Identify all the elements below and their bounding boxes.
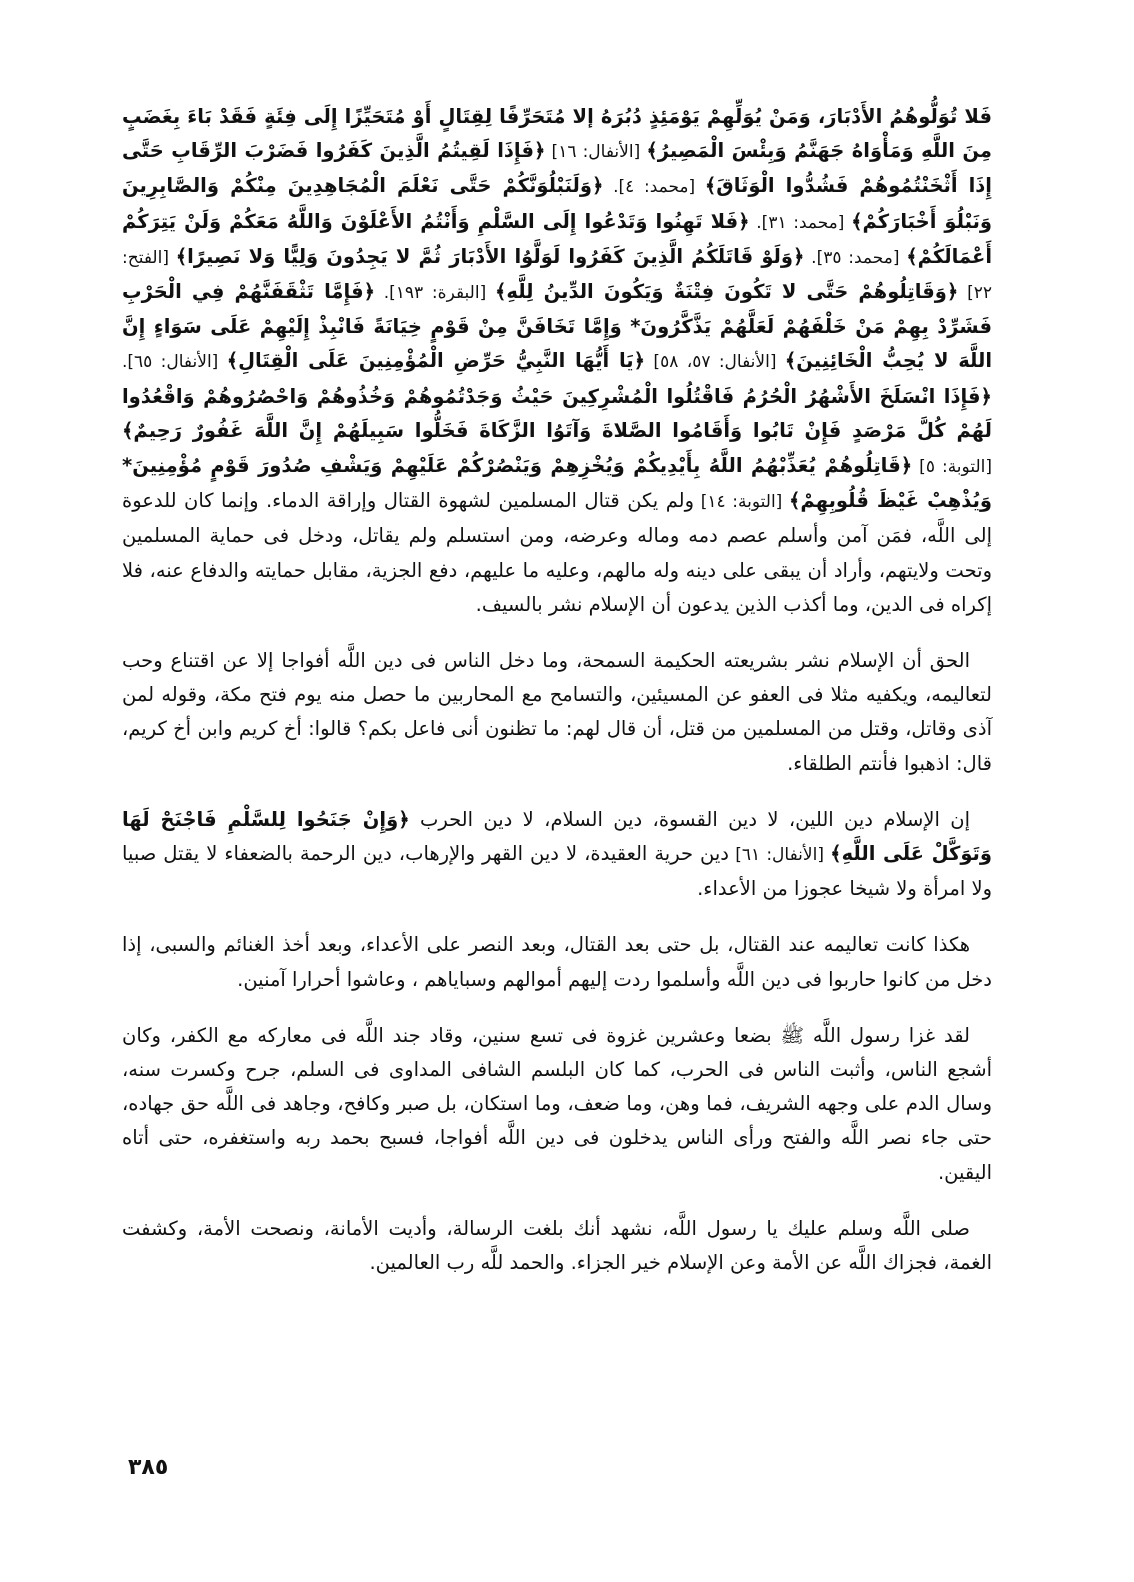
paragraph-prophet-battles: [122, 1019, 992, 1190]
body-text: لقد غزا رسول اللَّه ﷺ بضعا وعشرين غزوة فى تسع سنين، وقاد جند اللَّه فى معاركه مع الكفر، وكان أشجع الناس، وأثبت الناس فى الحرب، كما كان البلسم الشافى المداوى فى السلم، جرح وكسرت سنه، وسال الدم على وجهه الشريف، فما وهن، وما ضعف، وما استكان، بل صبر وكافح، وجاهد فى اللَّه حق جهاده، حتى جاء نصر اللَّه والفتح ورأى الناس يدخلون فى دين اللَّه أفواجا، فسبح بحمد ربه واستغفره، حتى أتاه اليقين.: [122, 1023, 992, 1184]
body-text: هكذا كانت تعاليمه عند القتال، بل حتى بعد القتال، وبعد النصر على الأعداء، وبعد أخذ الغنائم والسبى، إذا دخل من كانوا حاربوا فى دين اللَّه وأسلموا ردت إليهم أموالهم وسباياهم ، وعاشوا أحرارا آمنين.: [122, 933, 992, 991]
paragraph-islam-spread: [122, 644, 992, 781]
body-text: صلى اللَّه وسلم عليك يا رسول اللَّه، نشهد أنك بلغت الرسالة، وأديت الأمانة، ونصحت الأمة، وكشفت الغمة، فجزاك اللَّه عن الأمة وعن الإسلام خير الجزاء. والحمد للَّه رب العالمين.: [122, 1216, 992, 1275]
paragraph-quran-verses: [122, 100, 992, 622]
verse-reference: [محمد: ٤].: [603, 177, 705, 198]
verse-reference: [الأنفال: ٦١]: [729, 845, 831, 866]
quran-verse: ﴿وَلَوْ قَاتَلَكُمُ الَّذِينَ كَفَرُوا لَوَلَّوُا الأَدْبَارَ ثُمَّ لا يَجِدُونَ وَلِيًّا وَلا نَصِيرًا﴾: [175, 244, 805, 268]
page-number: ٣٨٥: [128, 1455, 169, 1480]
quran-verse: ﴿وَإِنْ جَنَحُوا لِلسَّلْمِ فَاجْنَحْ لَهَا وَتَوَكَّلْ عَلَى اللَّهِ﴾: [122, 807, 992, 866]
verse-reference: [الفتح: ٢٢]: [122, 247, 992, 304]
verse-reference: [الأنفال: ١٦]: [545, 142, 647, 163]
verse-reference: [الأنفال: ٦٥].: [122, 352, 227, 373]
paragraph-teachings-after-battle: [122, 928, 992, 996]
quran-verse: ﴿وَلَنَبْلُوَنَّكُمْ حَتَّى نَعْلَمَ الْمُجَاهِدِينَ مِنْكُمْ وَالصَّابِرِينَ وَنَبْلُوَ أَخْبَارَكُمْ﴾: [122, 174, 993, 233]
quran-verse: ﴿فَإِذَا انْسَلَخَ الأَشْهُرُ الْحُرُمُ فَاقْتُلُوا الْمُشْرِكِينَ حَيْثُ وَجَدْتُمُوهُمْ وَخُذُوهُمْ وَاحْصُرُوهُمْ وَاقْعُدُوا لَهُمْ كُلَّ مَرْصَدٍ فَإِنْ تَابُوا وَأَقَامُوا الصَّلاةَ وَآتَوُا الزَّكَاةَ فَخَلُّوا سَبِيلَهُمْ إِنَّ اللَّهَ غَفُورٌ رَحِيمٌ﴾: [122, 384, 992, 442]
quran-verse: ﴿يَا أَيُّهَا النَّبِيُّ حَرِّضِ الْمُؤْمِنِينَ عَلَى الْقِتَالِ﴾: [226, 349, 646, 373]
paragraph-religion-of-peace: [122, 803, 992, 907]
page-body: [122, 100, 992, 1280]
quran-verse: ﴿وَقَاتِلُوهُمْ حَتَّى لا تَكُونَ فِتْنَةٌ وَيَكُونَ الدِّينُ لِلَّهِ﴾: [494, 280, 959, 304]
quran-verse: فَلا تُوَلُّوهُمُ الأَدْبَارَ، وَمَنْ يُوَلِّهِمْ يَوْمَئِذٍ دُبُرَهُ إلا مُتَحَرِّفًا لِقِتَالٍ أَوْ مُتَحَيِّزًا إِلَى فِئَةٍ فَقَدْ بَاءَ بِغَضَبٍ مِنَ اللَّهِ وَمَأْوَاهُ جَهَنَّمُ وَبِئْسَ الْمَصِيرُ﴾: [122, 105, 992, 163]
paragraph-closing-prayer: [122, 1212, 992, 1280]
verse-reference: [الأنفال: ٥٧، ٥٨]: [645, 352, 785, 373]
quran-verse: ﴿فَإِذَا لَقِيتُمُ الَّذِينَ كَفَرُوا فَضَرْبَ الرِّقَابِ حَتَّى إِذَا أَثْخَنْتُمُوهُمْ فَشُدُّوا الْوَثَاقَ﴾: [122, 139, 992, 198]
verse-reference: [محمد: ٣٥].: [804, 247, 907, 268]
body-text: إن الإسلام دين اللين، لا دين القسوة، دين السلام، لا دين الحرب: [409, 807, 970, 831]
body-text: ولم يكن قتال المسلمين لشهوة القتال وإراقة الدماء. وإنما كان للدعوة إلى اللَّه، فمَن آمن وأسلم عصم دمه وماله وعرضه، ومن استسلم ولم يقاتل، ودخل فى حماية المسلمين وتحت ولايتهم، وأراد أن يبقى على دينه وله مالهم، وعليه ما عليهم، دفع الجزية، مقابل حمايته والدفاع عنه، فلا إكراه فى الدين، وما أكذب الذين يدعون أن الإسلام نشر بالسيف.: [122, 489, 992, 616]
verse-reference: [التوبة: ٥]: [912, 457, 992, 478]
verse-reference: [التوبة: ١٤]: [694, 492, 789, 513]
quran-verse: ﴿فَلا تَهِنُوا وَتَدْعُوا إِلَى السَّلْمِ وَأَنْتُمُ الأَعْلَوْنَ وَاللَّهُ مَعَكُمْ وَلَنْ يَتِرَكُمْ أَعْمَالَكُمْ﴾: [122, 209, 992, 268]
quran-verse: ﴿فَإِمَّا تَثْقَفَنَّهُمْ فِي الْحَرْبِ فَشَرِّدْ بِهِمْ مَنْ خَلْفَهُمْ لَعَلَّهُمْ يَذَّكَّرُونَ* وَإِمَّا تَخَافَنَّ مِنْ قَوْمٍ خِيَانَةً فَانْبِذْ إِلَيْهِمْ عَلَى سَوَاءٍ إِنَّ اللَّهَ لا يُحِبُّ الْخَائِنِينَ﴾: [122, 280, 993, 373]
quran-verse: ﴿قَاتِلُوهُمْ يُعَذِّبْهُمُ اللَّهُ بِأَيْدِيكُمْ وَيُخْزِهِمْ وَيَنْصُرْكُمْ عَلَيْهِمْ وَيَشْفِ صُدُورَ قَوْمٍ مُؤْمِنِينَ* وَيُذْهِبْ غَيْظَ قُلُوبِهِمْ﴾: [122, 454, 993, 513]
verse-reference: [البقرة: ١٩٣].: [375, 283, 495, 304]
body-text: الحق أن الإسلام نشر بشريعته الحكيمة السمحة، وما دخل الناس فى دين اللَّه أفواجا إلا عن اقتناع وحب لتعاليمه، ويكفيه مثلا فى العفو عن المسيئين، والتسامح مع المحاربين ما حصل منه يوم فتح مكة، وقوله لمن آذى وقاتل، وقتل من المسلمين من قتل، أن قال لهم: ما تظنون أنى فاعل بكم؟ قالوا: أخ كريم وابن أخ كريم، قال: اذهبوا فأنتم الطلقاء.: [122, 649, 992, 775]
body-text: دين حرية العقيدة، لا دين القهر والإرهاب، دين الرحمة بالضعفاء لا يقتل صبيا ولا امرأة ولا شيخا عجوزا من الأعداء.: [122, 842, 992, 901]
verse-reference: [محمد: ٣١].: [749, 212, 852, 233]
